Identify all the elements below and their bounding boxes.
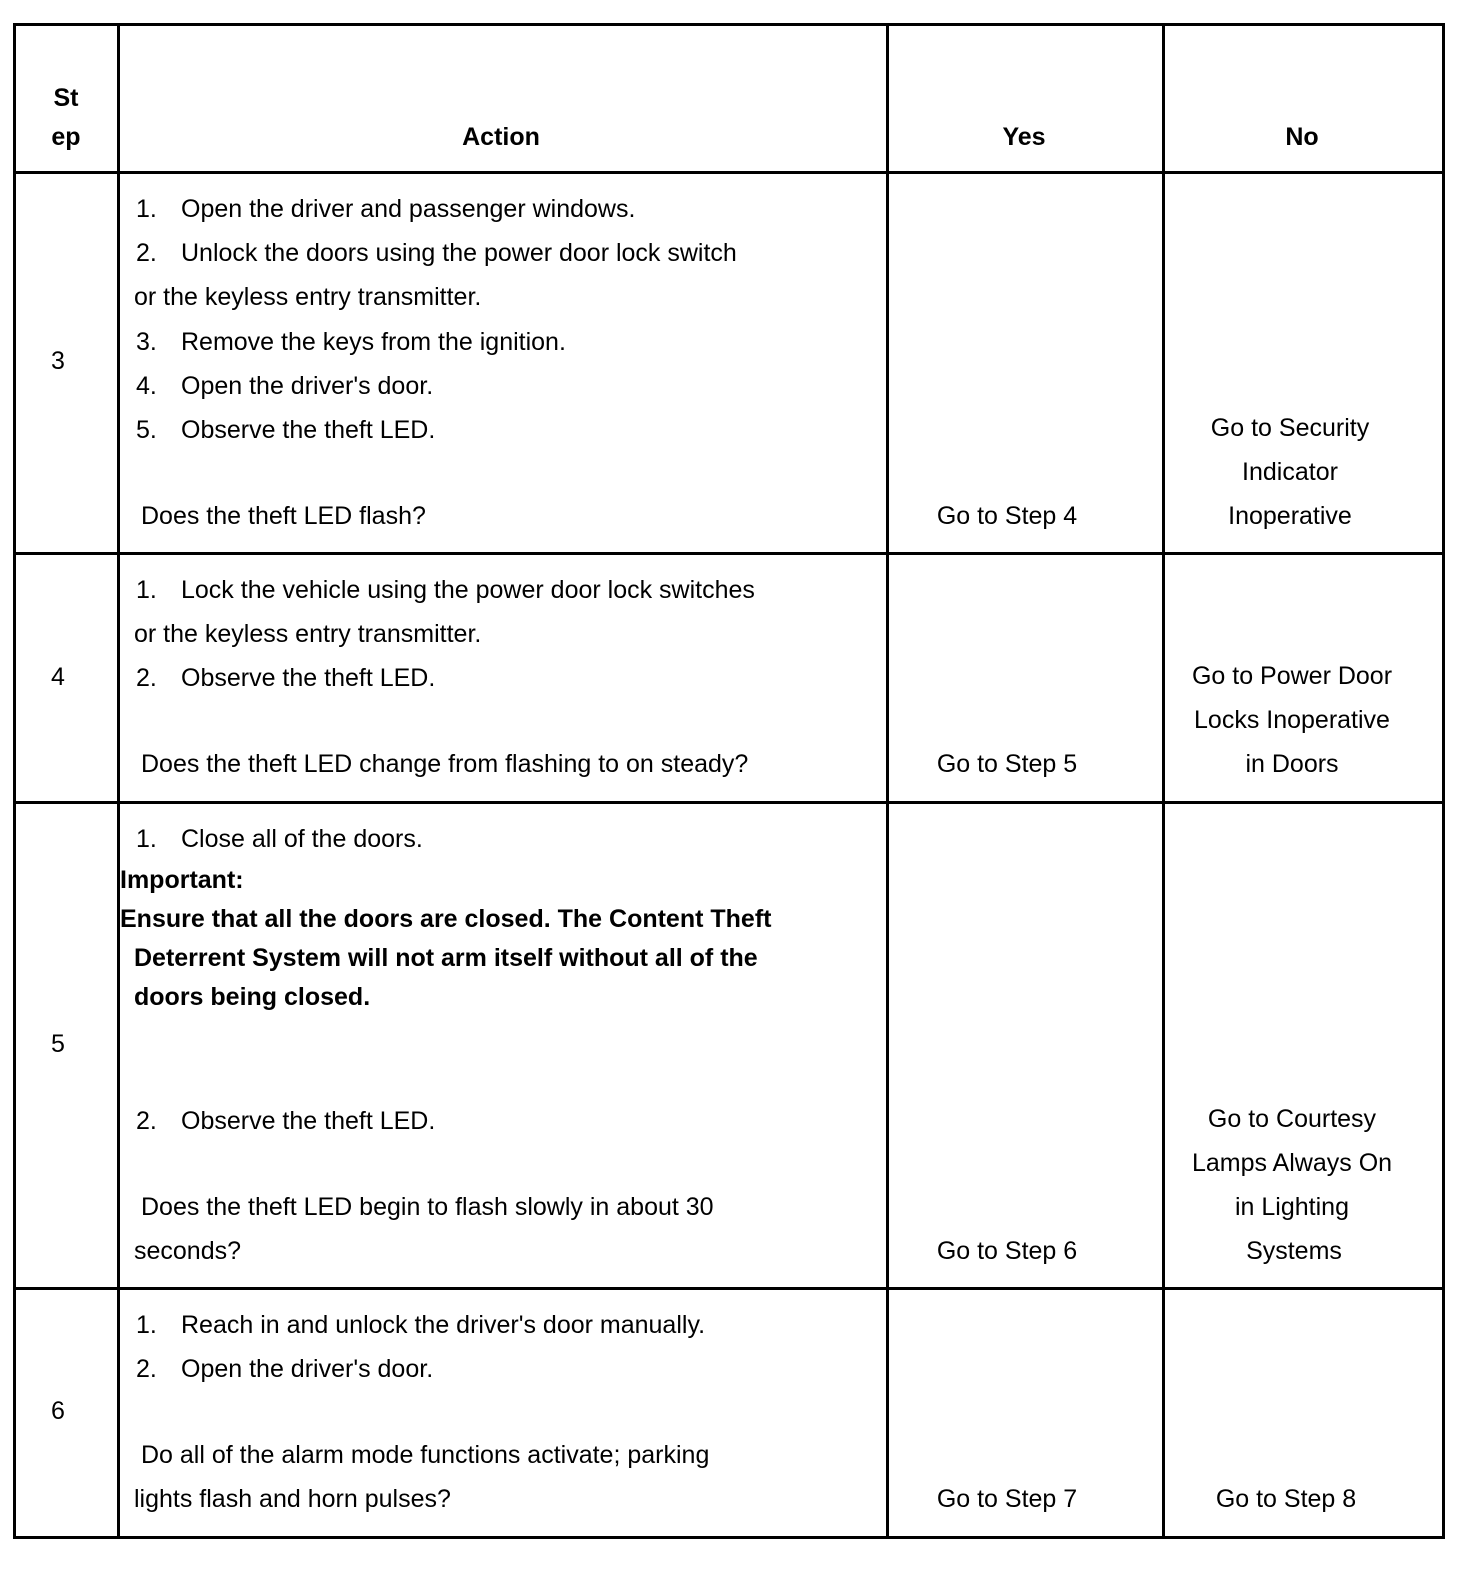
important-text: doors being closed.	[134, 983, 371, 1011]
no-result-line: Locks Inoperative	[1194, 706, 1390, 734]
action-line: 5. Observe the theft LED.	[136, 416, 436, 444]
header-step-line2: ep	[51, 123, 81, 151]
yes-result: Go to Step 5	[936, 750, 1078, 778]
no-result-line: Go to Power Door	[1191, 662, 1393, 690]
yes-result: Go to Step 7	[936, 1485, 1078, 1513]
action-line: or the keyless entry transmitter.	[134, 283, 482, 311]
step-number: 6	[51, 1397, 65, 1425]
question-text: Do all of the alarm mode functions activate; parking	[141, 1441, 710, 1469]
row-divider	[16, 552, 1442, 555]
header-no: No	[1285, 123, 1319, 151]
action-line: 1. Close all of the doors.	[136, 825, 423, 853]
no-result-line: in Lighting	[1235, 1193, 1349, 1221]
step-number: 3	[51, 347, 65, 375]
question-text: Does the theft LED change from flashing to on steady?	[141, 750, 749, 778]
action-line: 2. Observe the theft LED.	[136, 1107, 436, 1135]
question-text: lights flash and horn pulses?	[134, 1485, 451, 1513]
step-number: 4	[51, 663, 65, 691]
yes-result: Go to Step 6	[936, 1237, 1078, 1265]
action-line: 4. Open the driver's door.	[136, 372, 434, 400]
no-result-line: Go to Step 8	[1215, 1485, 1357, 1513]
action-line: 1. Lock the vehicle using the power door lock switches	[136, 576, 755, 604]
action-line: or the keyless entry transmitter.	[134, 620, 482, 648]
action-line: 2. Observe the theft LED.	[136, 664, 436, 692]
row-divider	[16, 1287, 1442, 1290]
action-line: 3. Remove the keys from the ignition.	[136, 328, 566, 356]
header-yes: Yes	[1002, 123, 1046, 151]
no-result-line: Lamps Always On	[1191, 1149, 1393, 1177]
column-divider	[117, 26, 120, 1536]
header-action: Action	[462, 123, 540, 151]
column-divider	[1162, 26, 1165, 1536]
question-text: Does the theft LED flash?	[141, 502, 426, 530]
column-divider	[886, 26, 889, 1536]
yes-result: Go to Step 4	[936, 502, 1078, 530]
important-label: Important:	[120, 866, 244, 894]
step-number: 5	[51, 1030, 65, 1058]
action-line: 1. Reach in and unlock the driver's door manually.	[136, 1311, 706, 1339]
action-line: 2. Open the driver's door.	[136, 1355, 434, 1383]
no-result-line: Systems	[1246, 1237, 1342, 1265]
no-result-line: Indicator	[1242, 458, 1338, 486]
action-line: 2. Unlock the doors using the power door lock switch	[136, 239, 737, 267]
question-text: seconds?	[134, 1237, 242, 1265]
header-step-line1: St	[53, 84, 79, 112]
no-result-line: Go to Security	[1210, 414, 1370, 442]
row-divider	[16, 171, 1442, 174]
no-result-line: Inoperative	[1228, 502, 1352, 530]
important-text: Ensure that all the doors are closed. The Content Theft	[120, 905, 772, 933]
question-text: Does the theft LED begin to flash slowly in about 30	[141, 1193, 714, 1221]
no-result-line: in Doors	[1245, 750, 1339, 778]
no-result-line: Go to Courtesy	[1207, 1105, 1377, 1133]
action-line: 1. Open the driver and passenger windows.	[136, 195, 636, 223]
row-divider	[16, 801, 1442, 804]
important-text: Deterrent System will not arm itself without all of the	[134, 944, 758, 972]
